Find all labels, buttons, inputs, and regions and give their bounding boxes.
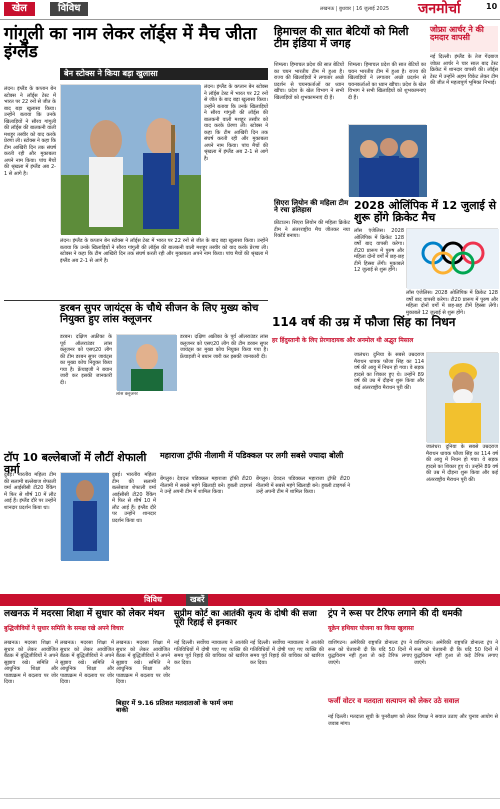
bottom-tab-news[interactable]: खबरें [186,594,208,606]
durban-body: डरबन। दक्षिण अफ्रीका के पूर्व ऑलराउंडर लांस क्लूजनर को एसए20 लीग की टीम डरबन सुपर जायंट्स का मुख्य कोच नियुक्त किया गया है। फ्रेंचाइजी ने बयान जारी कर इसकी जानकारी दी। [60,334,112,386]
lead-body: लंदन। इंग्लैंड के कप्तान बेन स्टोक्स ने लॉर्ड्स टेस्ट में भारत पर 22 रनों से जीत के बाद बड़ा खुलासा किया। उन्होंने बताया कि उनके खिलाड़ियों ने सौरव गांगुली की लॉर्ड्स की बालकनी वाली मशहूर तस्वीर को याद करके प्रेरणा ली। स्टोक्स ने कहा कि टीम आखिरी दिन तक संघर्ष करती रही और मुकाबला अपने नाम किया। पांच मैचों की श्रृंखला में इंग्लैंड अब 2-1 से आगे है। [4,86,56,177]
lead-photo [60,84,200,234]
olympic-body-cont: लॉस एंजेलिस। 2028 ओलिंपिक में क्रिकेट 128 वर्षों बाद वापसी करेगा। टी20 प्रारूप में पुरुष और महिला दोनों वर्गों में छह-छह टीमें हिस्सा लेंगी। मुकाबले 12 जुलाई से शुरू होंगे। [406,290,498,316]
top10-headline[interactable]: टॉप 10 बल्लेबाजों में लौटीं शेफाली वर्मा [4,451,147,476]
side-headline-block [430,26,498,52]
himachal-headline[interactable]: हिमाचल की सात बेटियों को मिली टीम इंडिया में जगह [274,25,409,50]
madrasa-subhead-block [4,626,170,638]
voter-headline[interactable]: फर्जी वोटर व मतदाता सत्यापन को लेकर उठे सवाल [328,697,460,705]
padikkal-body-cont: बेंगलुरु। देवदत्त पडिक्कल महाराजा ट्रॉफी टी20 नीलामी में सबसे महंगे खिलाड़ी बने। हुबली टाइगर्स ने उन्हें अपनी टीम में शामिल किया। [256,476,350,495]
fauja-subhead-block [272,338,498,350]
fauja-body-cont: जालंधर। दुनिया के सबसे उम्रदराज मैराथन धावक फौजा सिंह का 114 वर्ष की आयु में निधन हो गया। वे सड़क हादसे का शिकार हुए थे। उन्होंने 89 वर्ष की उम्र में दौड़ना शुरू किया और कई अंतरराष्ट्रीय मैराथन पूरी कीं। [426,444,498,483]
olympic-headline-block [354,200,498,226]
supreme-body: नई दिल्ली। सर्वोच्च न्यायालय ने आतंकी गतिविधियों में दोषी पाए गए व्यक्ति की समय पूर्व रिहाई की याचिका को खारिज कर दिया। [174,640,248,666]
top10-body-cont: दुबई। भारतीय महिला टीम की सलामी बल्लेबाज शेफाली वर्मा आईसीसी टी20 रैंकिंग में फिर से शीर्ष 10 में लौट आई हैं। इंग्लैंड दौरे पर उन्होंने शानदार प्रदर्शन किया था। [112,472,156,524]
klusener-caption: लांस क्लूजनर [116,392,138,397]
padikkal-body: बेंगलुरु। देवदत्त पडिक्कल महाराजा ट्रॉफी टी20 नीलामी में सबसे महंगे खिलाड़ी बने। हुबली टाइगर्स ने उन्हें अपनी टीम में शामिल किया। [160,476,252,495]
himachal-body-cont: शिमला। हिमाचल प्रदेश की सात बेटियों का चयन भारतीय टीम में हुआ है। राज्य की खिलाड़ियों ने लगातार अच्छे प्रदर्शन से चयनकर्ताओं का ध्यान खींचा। प्रदेश के खेल विभाग ने सभी खिलाड़ियों को शुभकामनाएं दी हैं। [348,62,426,101]
lead-subhead: बेन स्टोक्स ने किया बड़ा खुलासा [64,69,158,78]
lead-body-cont: लंदन। इंग्लैंड के कप्तान बेन स्टोक्स ने लॉर्ड्स टेस्ट में भारत पर 22 रनों से जीत के बाद बड़ा खुलासा किया। उन्होंने बताया कि उनके खिलाड़ियों ने सौरव गांगुली की लॉर्ड्स की बालकनी वाली मशहूर तस्वीर को याद करके प्रेरणा ली। स्टोक्स ने कहा कि टीम आखिरी दिन तक संघर्ष करती रही और मुकाबला अपने नाम किया। पांच मैचों की श्रृंखला में इंग्लैंड अब 2-1 से आगे है। [204,84,268,162]
trump-headline[interactable]: ट्रंप ने रूस पर टैरिफ लगाने की दी धमकी [328,609,463,619]
lead-headline-block [4,26,268,68]
trump-headline-block [328,610,498,626]
himachal-headline-block [274,26,426,60]
padikkal-headline-block [160,452,350,474]
himachal-body: शिमला। हिमाचल प्रदेश की सात बेटियों का चयन भारतीय टीम में हुआ है। राज्य की खिलाड़ियों ने लगातार अच्छे प्रदर्शन से चयनकर्ताओं का ध्यान खींचा। प्रदेश के खेल विभाग ने सभी खिलाड़ियों को शुभकामनाएं दी हैं। [274,62,344,101]
page-number: 10 [486,2,498,11]
fauja-headline[interactable]: 114 वर्ष की उम्र में फौजा सिंह का निधन [272,315,456,329]
fauja-headline-block [272,316,498,336]
womens-headline-block [274,200,350,218]
madrasa-headline[interactable]: लखनऊ में मदरसा शिक्षा में सुधार को लेकर मंथन [4,609,165,619]
bottom-tab-misc[interactable]: विविध [144,595,162,604]
durban-body-cont: डरबन। दक्षिण अफ्रीका के पूर्व ऑलराउंडर लांस क्लूजनर को एसए20 लीग की टीम डरबन सुपर जायंट्स का मुख्य कोच नियुक्त किया गया है। फ्रेंचाइजी ने बयान जारी कर इसकी जानकारी दी। [180,334,268,360]
madrasa-body-cont: लखनऊ। मदरसा शिक्षा में सुधार को लेकर आयोजित बैठक में बुद्धिजीवियों ने अपने सुझाव रखे। समिति ने आधुनिक शिक्षा और पाठ्यक्रम में बदलाव पर जोर दिया। [60,640,114,685]
womens-body: फ्रीटाउन। सिएरा लियोन की महिला क्रिकेट टीम ने अंतरराष्ट्रीय मैच जीतकर नया रिकॉर्ड बनाया। [274,220,350,239]
footer-rule [0,798,500,799]
section-tab-misc[interactable]: विविध [50,2,88,16]
himachal-photo [348,124,426,196]
supreme-body-cont: नई दिल्ली। सर्वोच्च न्यायालय ने आतंकी गतिविधियों में दोषी पाए गए व्यक्ति की समय पूर्व रिहाई की याचिका को खारिज कर दिया। [250,640,324,666]
masthead [0,0,500,20]
side-headline[interactable]: जोफ्रा आर्चर ने की दमदार वापसी [430,25,484,43]
newspaper-logo: जनमोर्चा [418,1,461,17]
madrasa-subhead: बुद्धिजीवियों ने सुधार समिति के समक्ष रखे अपने विचार [4,625,124,632]
bihar-headline[interactable]: बिहार में 9.16 प्रतिशत मतदाताओं के फार्म जमा बाकी [116,699,233,714]
trump-subhead: यूक्रेन हथियार योजना का किया खुलासा [328,625,414,632]
fauja-subhead: हर हिंदुस्तानी के लिए प्रेरणादायक और अनमोल थी अद्भुत मिसाल [272,337,414,344]
madrasa-body: लखनऊ। मदरसा शिक्षा में सुधार को लेकर आयोजित बैठक में बुद्धिजीवियों ने अपने सुझाव रखे। समिति ने आधुनिक शिक्षा और पाठ्यक्रम में बदलाव पर जोर दिया। [4,640,58,685]
trump-body: वाशिंगटन। अमेरिकी राष्ट्रपति डोनाल्ड ट्रंप ने रूस को चेतावनी दी कि यदि 50 दिनों में युद्धविराम नहीं हुआ तो कड़े टैरिफ लगाए जाएंगे। [328,640,412,666]
voter-body: नई दिल्ली। मतदाता सूची के पुनरीक्षण को लेकर विपक्ष ने सवाल उठाए और चुनाव आयोग से जवाब मांगा। [328,714,498,727]
supreme-headline-block [174,610,324,638]
olympic-headline[interactable]: 2028 ओलिंपिक में 12 जुलाई से शुरू होंगे क्रिकेट मैच [354,199,497,224]
bottom-section-bar [0,594,500,606]
lead-body-cont2: लंदन। इंग्लैंड के कप्तान बेन स्टोक्स ने लॉर्ड्स टेस्ट में भारत पर 22 रनों से जीत के बाद बड़ा खुलासा किया। उन्होंने बताया कि उनके खिलाड़ियों ने सौरव गांगुली की लॉर्ड्स की बालकनी वाली मशहूर तस्वीर को याद करके प्रेरणा ली। स्टोक्स ने कहा कि टीम आखिरी दिन तक संघर्ष करती रही और मुकाबला अपने नाम किया। पांच मैचों की श्रृंखला में इंग्लैंड अब 2-1 से आगे है। [60,238,268,264]
madrasa-body-cont2: लखनऊ। मदरसा शिक्षा में सुधार को लेकर आयोजित बैठक में बुद्धिजीवियों ने अपने सुझाव रखे। समिति ने आधुनिक शिक्षा और पाठ्यक्रम में बदलाव पर जोर दिया। [116,640,170,685]
lead-headline[interactable]: गांगुली का नाम लेकर लॉर्ड्स में मैच जीता इंग्लैंड [4,24,257,62]
trump-subhead-block [328,626,498,638]
trump-body-cont: वाशिंगटन। अमेरिकी राष्ट्रपति डोनाल्ड ट्रंप ने रूस को चेतावनी दी कि यदि 50 दिनों में युद्धविराम नहीं हुआ तो कड़े टैरिफ लगाए जाएंगे। [414,640,498,666]
olympic-rings-photo [406,228,498,288]
fauja-photo [426,352,498,442]
padikkal-headline[interactable]: महाराजा ट्रॉफी नीलामी में पडिक्कल पर लगी सबसे ज्यादा बोली [160,451,344,460]
side-body: नई दिल्ली। इंग्लैंड के तेज गेंदबाज जोफ्रा आर्चर ने चार साल बाद टेस्ट क्रिकेट में शानदार वापसी की। लॉर्ड्स टेस्ट में उन्होंने अहम विकेट लेकर टीम की जीत में महत्वपूर्ण भूमिका निभाई। [430,54,498,86]
womens-headline[interactable]: सिएरा लियोन की महिला टीम ने रचा इतिहास [274,199,349,215]
olympic-body: लॉस एंजेलिस। 2028 ओलिंपिक में क्रिकेट 128 वर्षों बाद वापसी करेगा। टी20 प्रारूप में पुरुष और महिला दोनों वर्गों में छह-छह टीमें हिस्सा लेंगी। मुकाबले 12 जुलाई से शुरू होंगे। [354,228,405,273]
top10-body: दुबई। भारतीय महिला टीम की सलामी बल्लेबाज शेफाली वर्मा आईसीसी टी20 रैंकिंग में फिर से शीर्ष 10 में लौट आई हैं। इंग्लैंड दौरे पर उन्होंने शानदार प्रदर्शन किया था। [4,472,56,511]
section-tab-sport[interactable]: खेल [4,2,35,16]
divider [4,300,268,301]
dateline: लखनऊ | बुधवार | 16 जुलाई 2025 [320,6,390,12]
fauja-body: जालंधर। दुनिया के सबसे उम्रदराज मैराथन धावक फौजा सिंह का 114 वर्ष की आयु में निधन हो गया। वे सड़क हादसे का शिकार हुए थे। उन्होंने 89 वर्ष की उम्र में दौड़ना शुरू किया और कई अंतरराष्ट्रीय मैराथन पूरी कीं। [354,352,424,391]
klusener-photo [116,334,176,390]
madrasa-headline-block [4,610,170,626]
shafali-photo [60,472,108,560]
top10-headline-block [4,451,154,476]
supreme-headline[interactable]: सुप्रीम कोर्ट का आतंकी कृत्य के दोषी की सजा पूरी रिहाई से इनकार [174,609,317,628]
lead-subhead-box [60,68,268,80]
durban-headline-block [60,304,268,332]
durban-headline[interactable]: डरबन सुपर जायंट्स के चौथे सीजन के लिए मुख्य कोच नियुक्त हुए लांस क्लूजनर [60,303,259,325]
voter-headline-block [328,698,498,712]
